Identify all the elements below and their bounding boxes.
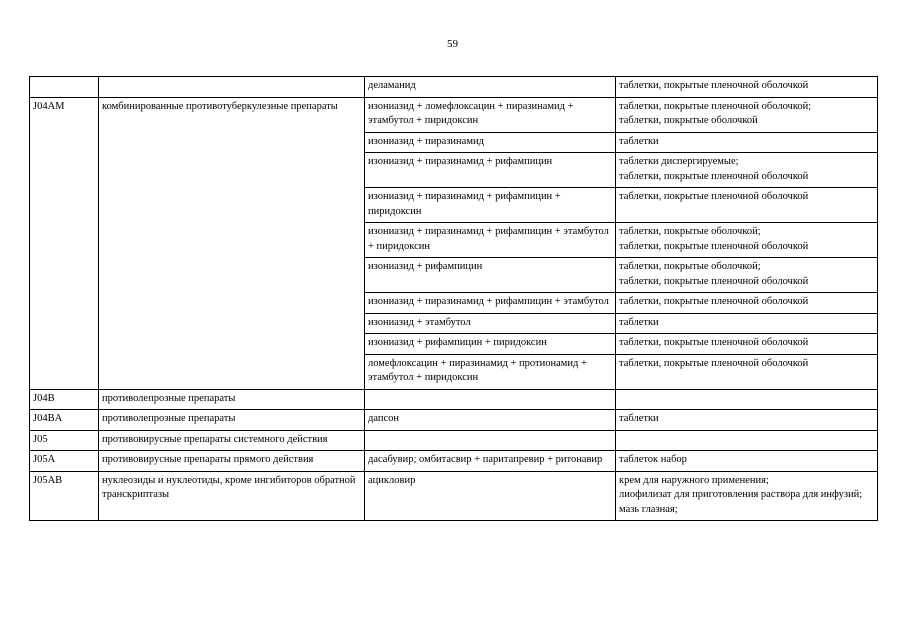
dosage-form-cell: таблетки, покрытые пленочной оболочкой	[616, 334, 878, 355]
table-row	[30, 471, 878, 521]
substance-cell: изониазид + пиразинамид + рифампицин + этамбутол	[365, 293, 616, 314]
dosage-form-cell: таблетки	[616, 313, 878, 334]
table-row	[30, 410, 878, 431]
dosage-form-cell	[616, 389, 878, 410]
atc-code-cell: J04B	[30, 389, 99, 410]
table-row	[30, 77, 878, 98]
substance-cell	[365, 389, 616, 410]
dosage-form-cell: таблетки	[616, 132, 878, 153]
table-row	[30, 97, 878, 132]
substance-cell: ацикловир	[365, 471, 616, 521]
table-row	[30, 389, 878, 410]
group-cell: нуклеозиды и нуклеотиды, кроме ингибиторов обратной транскриптазы	[99, 471, 365, 521]
drug-table	[29, 76, 878, 521]
atc-code-cell	[30, 77, 99, 98]
substance-cell: дасабувир; омбитасвир + паритапревир + ритонавир	[365, 451, 616, 472]
dosage-form-cell: таблеток набор	[616, 451, 878, 472]
dosage-form-cell: таблетки, покрытые пленочной оболочкой	[616, 77, 878, 98]
table-row	[30, 451, 878, 472]
group-cell: противовирусные препараты системного действия	[99, 430, 365, 451]
substance-cell: изониазид + пиразинамид + рифампицин + этамбутол + пиридоксин	[365, 223, 616, 258]
substance-cell: изониазид + пиразинамид + рифампицин + пиридоксин	[365, 188, 616, 223]
atc-code-cell: J05A	[30, 451, 99, 472]
substance-cell: изониазид + ломефлоксацин + пиразинамид + этамбутол + пиридоксин	[365, 97, 616, 132]
atc-code-cell: J05AB	[30, 471, 99, 521]
substance-cell: изониазид + этамбутол	[365, 313, 616, 334]
substance-cell: ломефлоксацин + пиразинамид + протионамид + этамбутол + пиридоксин	[365, 354, 616, 389]
group-cell: противолепрозные препараты	[99, 410, 365, 431]
dosage-form-cell: таблетки, покрытые оболочкой; таблетки, покрытые пленочной оболочкой	[616, 223, 878, 258]
dosage-form-cell: таблетки, покрытые оболочкой; таблетки, покрытые пленочной оболочкой	[616, 258, 878, 293]
atc-code-cell: J04BA	[30, 410, 99, 431]
atc-code-cell: J05	[30, 430, 99, 451]
dosage-form-cell: таблетки, покрытые пленочной оболочкой; таблетки, покрытые оболочкой	[616, 97, 878, 132]
table-row	[30, 430, 878, 451]
dosage-form-cell: таблетки, покрытые пленочной оболочкой	[616, 293, 878, 314]
substance-cell: дапсон	[365, 410, 616, 431]
group-cell: противовирусные препараты прямого действия	[99, 451, 365, 472]
dosage-form-cell: крем для наружного применения; лиофилизат для приготовления раствора для инфузий; мазь глазная;	[616, 471, 878, 521]
dosage-form-cell: таблетки, покрытые пленочной оболочкой	[616, 354, 878, 389]
dosage-form-cell: таблетки, покрытые пленочной оболочкой	[616, 188, 878, 223]
substance-cell	[365, 430, 616, 451]
group-cell	[99, 77, 365, 98]
substance-cell: изониазид + пиразинамид + рифампицин	[365, 153, 616, 188]
group-cell: противолепрозные препараты	[99, 389, 365, 410]
atc-code-cell: J04AM	[30, 97, 99, 389]
substance-cell: деламанид	[365, 77, 616, 98]
substance-cell: изониазид + рифампицин	[365, 258, 616, 293]
dosage-form-cell	[616, 430, 878, 451]
substance-cell: изониазид + рифампицин + пиридоксин	[365, 334, 616, 355]
substance-cell: изониазид + пиразинамид	[365, 132, 616, 153]
dosage-form-cell: таблетки	[616, 410, 878, 431]
group-cell: комбинированные противотуберкулезные препараты	[99, 97, 365, 389]
dosage-form-cell: таблетки диспергируемые; таблетки, покрытые пленочной оболочкой	[616, 153, 878, 188]
page-number: 59	[447, 38, 458, 50]
